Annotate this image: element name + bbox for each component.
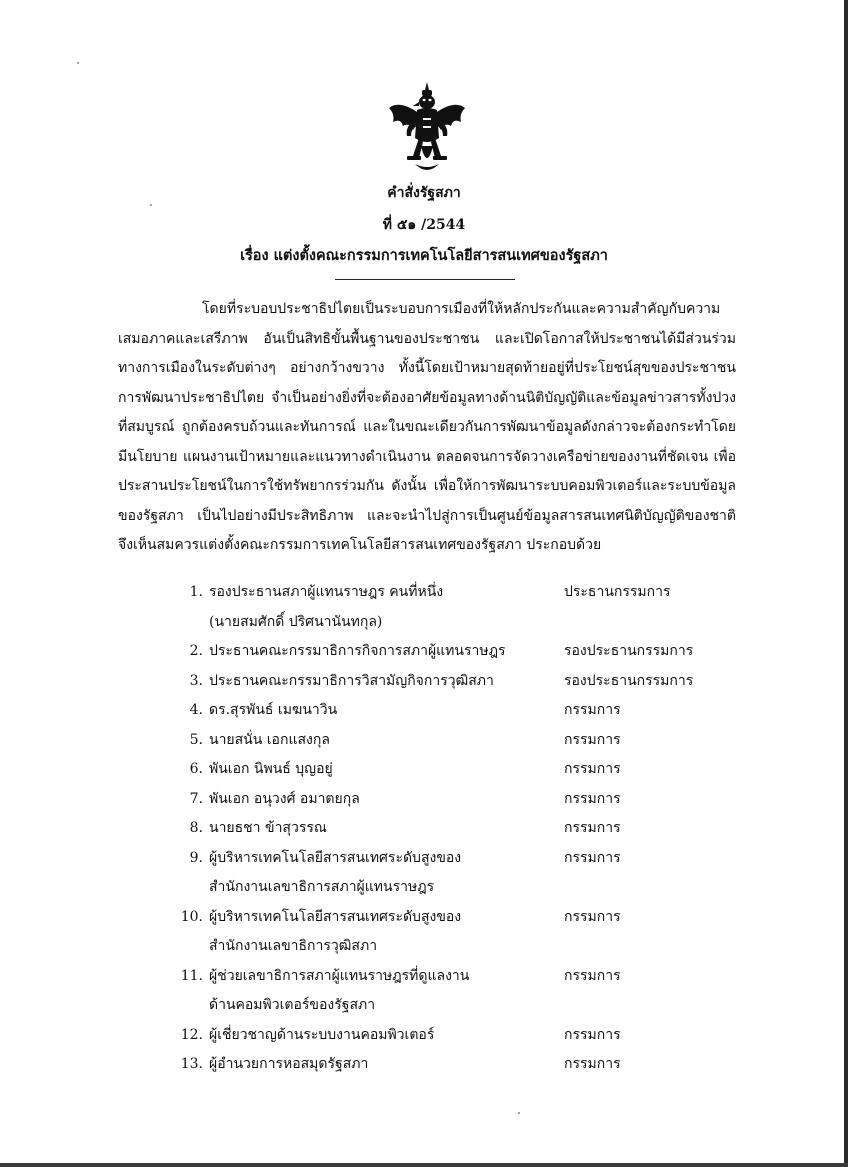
member-position-line1: ดร.สุรพันธ์ เมฆนาวิน [209,702,338,718]
member-position-line1: พันเอก อนุวงศ์ อมาตยกุล [209,790,360,807]
member-position-line1: ผู้อำนวยการหอสมุดรัฐสภา [209,1056,369,1072]
preamble-paragraph [118,295,736,561]
member-number: 7. [189,790,203,807]
member-position-line2: ด้านคอมพิวเตอร์ของรัฐสภา [209,997,376,1013]
member-role: กรรมการ [564,1026,621,1043]
member-position-line1: ประธานคณะกรรมาธิการวิสามัญกิจการวุฒิสภา [209,672,494,689]
scan-speck [77,62,79,64]
member-row [118,578,758,637]
member-number: 11. [180,967,203,984]
member-position [209,903,564,962]
member-role: กรรมการ [564,908,621,925]
member-number: 4. [189,702,203,718]
member-position [209,962,564,1021]
member-position [209,696,564,726]
member-position-line1: ผู้เชี่ยวชาญด้านระบบงานคอมพิวเตอร์ [209,1026,435,1043]
member-row [118,1021,758,1051]
member-row [118,814,758,844]
member-position [209,844,564,903]
member-role: ประธานกรรมการ [564,584,671,600]
scan-speck [150,204,152,206]
scan-edge-right [844,0,848,1167]
member-row [118,696,758,726]
member-number: 2. [189,643,203,659]
member-number: 1. [189,584,203,600]
member-position-line1: รองประธานสภาผู้แทนราษฎร คนที่หนึ่ง [209,584,444,600]
member-position [209,785,564,815]
member-position-line1: ประธานคณะกรรมาธิการกิจการสภาผู้แทนราษฎร [209,643,506,659]
member-position-line1: พันเอก นิพนธ์ บุญอยู่ [209,761,333,777]
member-row [118,844,758,903]
member-row [118,726,758,756]
member-position-line1: ผู้บริหารเทคโนโลยีสารสนเทศระดับสูงของ [209,908,462,925]
order-subject: เรื่อง แต่งตั้งคณะกรรมการเทคโนโลยีสารสนเทศของรัฐสภา [240,247,608,264]
member-row [118,667,758,697]
member-position-line2: สำนักงานเลขาธิการสภาผู้แทนราษฎร [209,879,435,895]
member-role: กรรมการ [564,731,621,748]
member-row [118,637,758,667]
member-role: รองประธานกรรมการ [564,643,694,659]
member-row [118,962,758,1021]
divider-line [335,279,515,280]
member-role: กรรมการ [564,820,621,836]
member-position [209,755,564,785]
member-row [118,785,758,815]
committee-member-list [118,578,758,1080]
member-position-line1: ผู้ช่วยเลขาธิการสภาผู้แทนราษฎรที่ดูแลงาน [209,967,470,984]
member-role: กรรมการ [564,702,621,718]
scan-speck [518,1112,520,1114]
member-position [209,814,564,844]
member-position-line2: (นายสมศักดิ์ ปริศนานันทกุล) [209,613,383,630]
order-title: คำสั่งรัฐสภา [387,185,461,201]
member-position [209,637,564,667]
member-row [118,903,758,962]
member-number: 6. [189,761,203,777]
member-position-line1: นายสนั่น เอกแสงกุล [209,731,330,748]
member-role: กรรมการ [564,1056,621,1072]
member-number: 3. [189,672,203,689]
member-role: กรรมการ [564,790,621,807]
member-role: กรรมการ [564,761,621,777]
member-position-line2: สำนักงานเลขาธิการวุฒิสภา [209,938,378,954]
member-role: กรรมการ [564,967,621,984]
member-role: กรรมการ [564,849,621,866]
member-position [209,1021,564,1051]
member-number: 9. [189,849,203,866]
member-position-line1: นายธชา ข้าสุวรรณ [209,820,327,836]
preamble-text: โดยที่ระบอบประชาธิปไตยเป็นระบอบการเมืองที่ให้หลักประกันและความสำคัญกับความเสมอภาคและเสรีภาพ อันเป็นสิทธิขั้นพื้นฐานของประชาชน และเปิดโอกาสให้ประชาชนได้มีส่วนร่วมทางการเมืองในระดับต่างๆ อย่างกว้างขวาง ทั้งนี้โดยเป้าหมายสุดท้ายอยู่ที่ประโยชน์สุขของประชาชน การพัฒนาประชาธิปไตย จำเป็นอย่างยิ่งที่จะต้องอาศัยข้อมูลทางด้านนิติบัญญัติและข้อมูลข่าวสารทั้งปวงที่สมบูรณ์ ถูกต้องครบถ้วนและทันการณ์ และในขณะเดียวกันการพัฒนาข้อมูลดังกล่าวจะต้องกระทำโดยมีนโยบาย แผนงานเป้าหมายและแนวทางดำเนินงาน ตลอดจนการจัดวางเครือข่ายของงานที่ชัดเจน เพื่อประสานประโยชน์ในการใช้ทรัพยากรร่วมกัน ดังนั้น เพื่อให้การพัฒนาระบบคอมพิวเตอร์และระบบข้อมูลของรัฐสภา เป็นไปอย่างมีประสิทธิภาพ และจะนำไปสู่การเป็นศูนย์ข้อมูลสารสนเทศนิติบัญญัติของชาติ จึงเห็นสมควรแต่งตั้งคณะกรรมการเทคโนโลยีสารสนเทศของรัฐสภา ประกอบด้วย [118,301,736,553]
member-row [118,755,758,785]
member-position [209,667,564,697]
member-position [209,578,564,637]
member-role: รองประธานกรรมการ [564,672,694,689]
garuda-emblem-icon [385,80,469,176]
member-position-line1: ผู้บริหารเทคโนโลยีสารสนเทศระดับสูงของ [209,849,462,866]
member-number: 8. [189,820,203,836]
member-position [209,1050,564,1080]
member-row [118,1050,758,1080]
member-number: 13. [180,1056,203,1072]
member-number: 5. [189,731,203,748]
member-number: 10. [180,908,203,925]
scan-edge-bottom [0,1163,848,1167]
member-number: 12. [180,1026,203,1043]
member-position [209,726,564,756]
order-number: ที่ ๕๑ /2544 [382,217,466,233]
